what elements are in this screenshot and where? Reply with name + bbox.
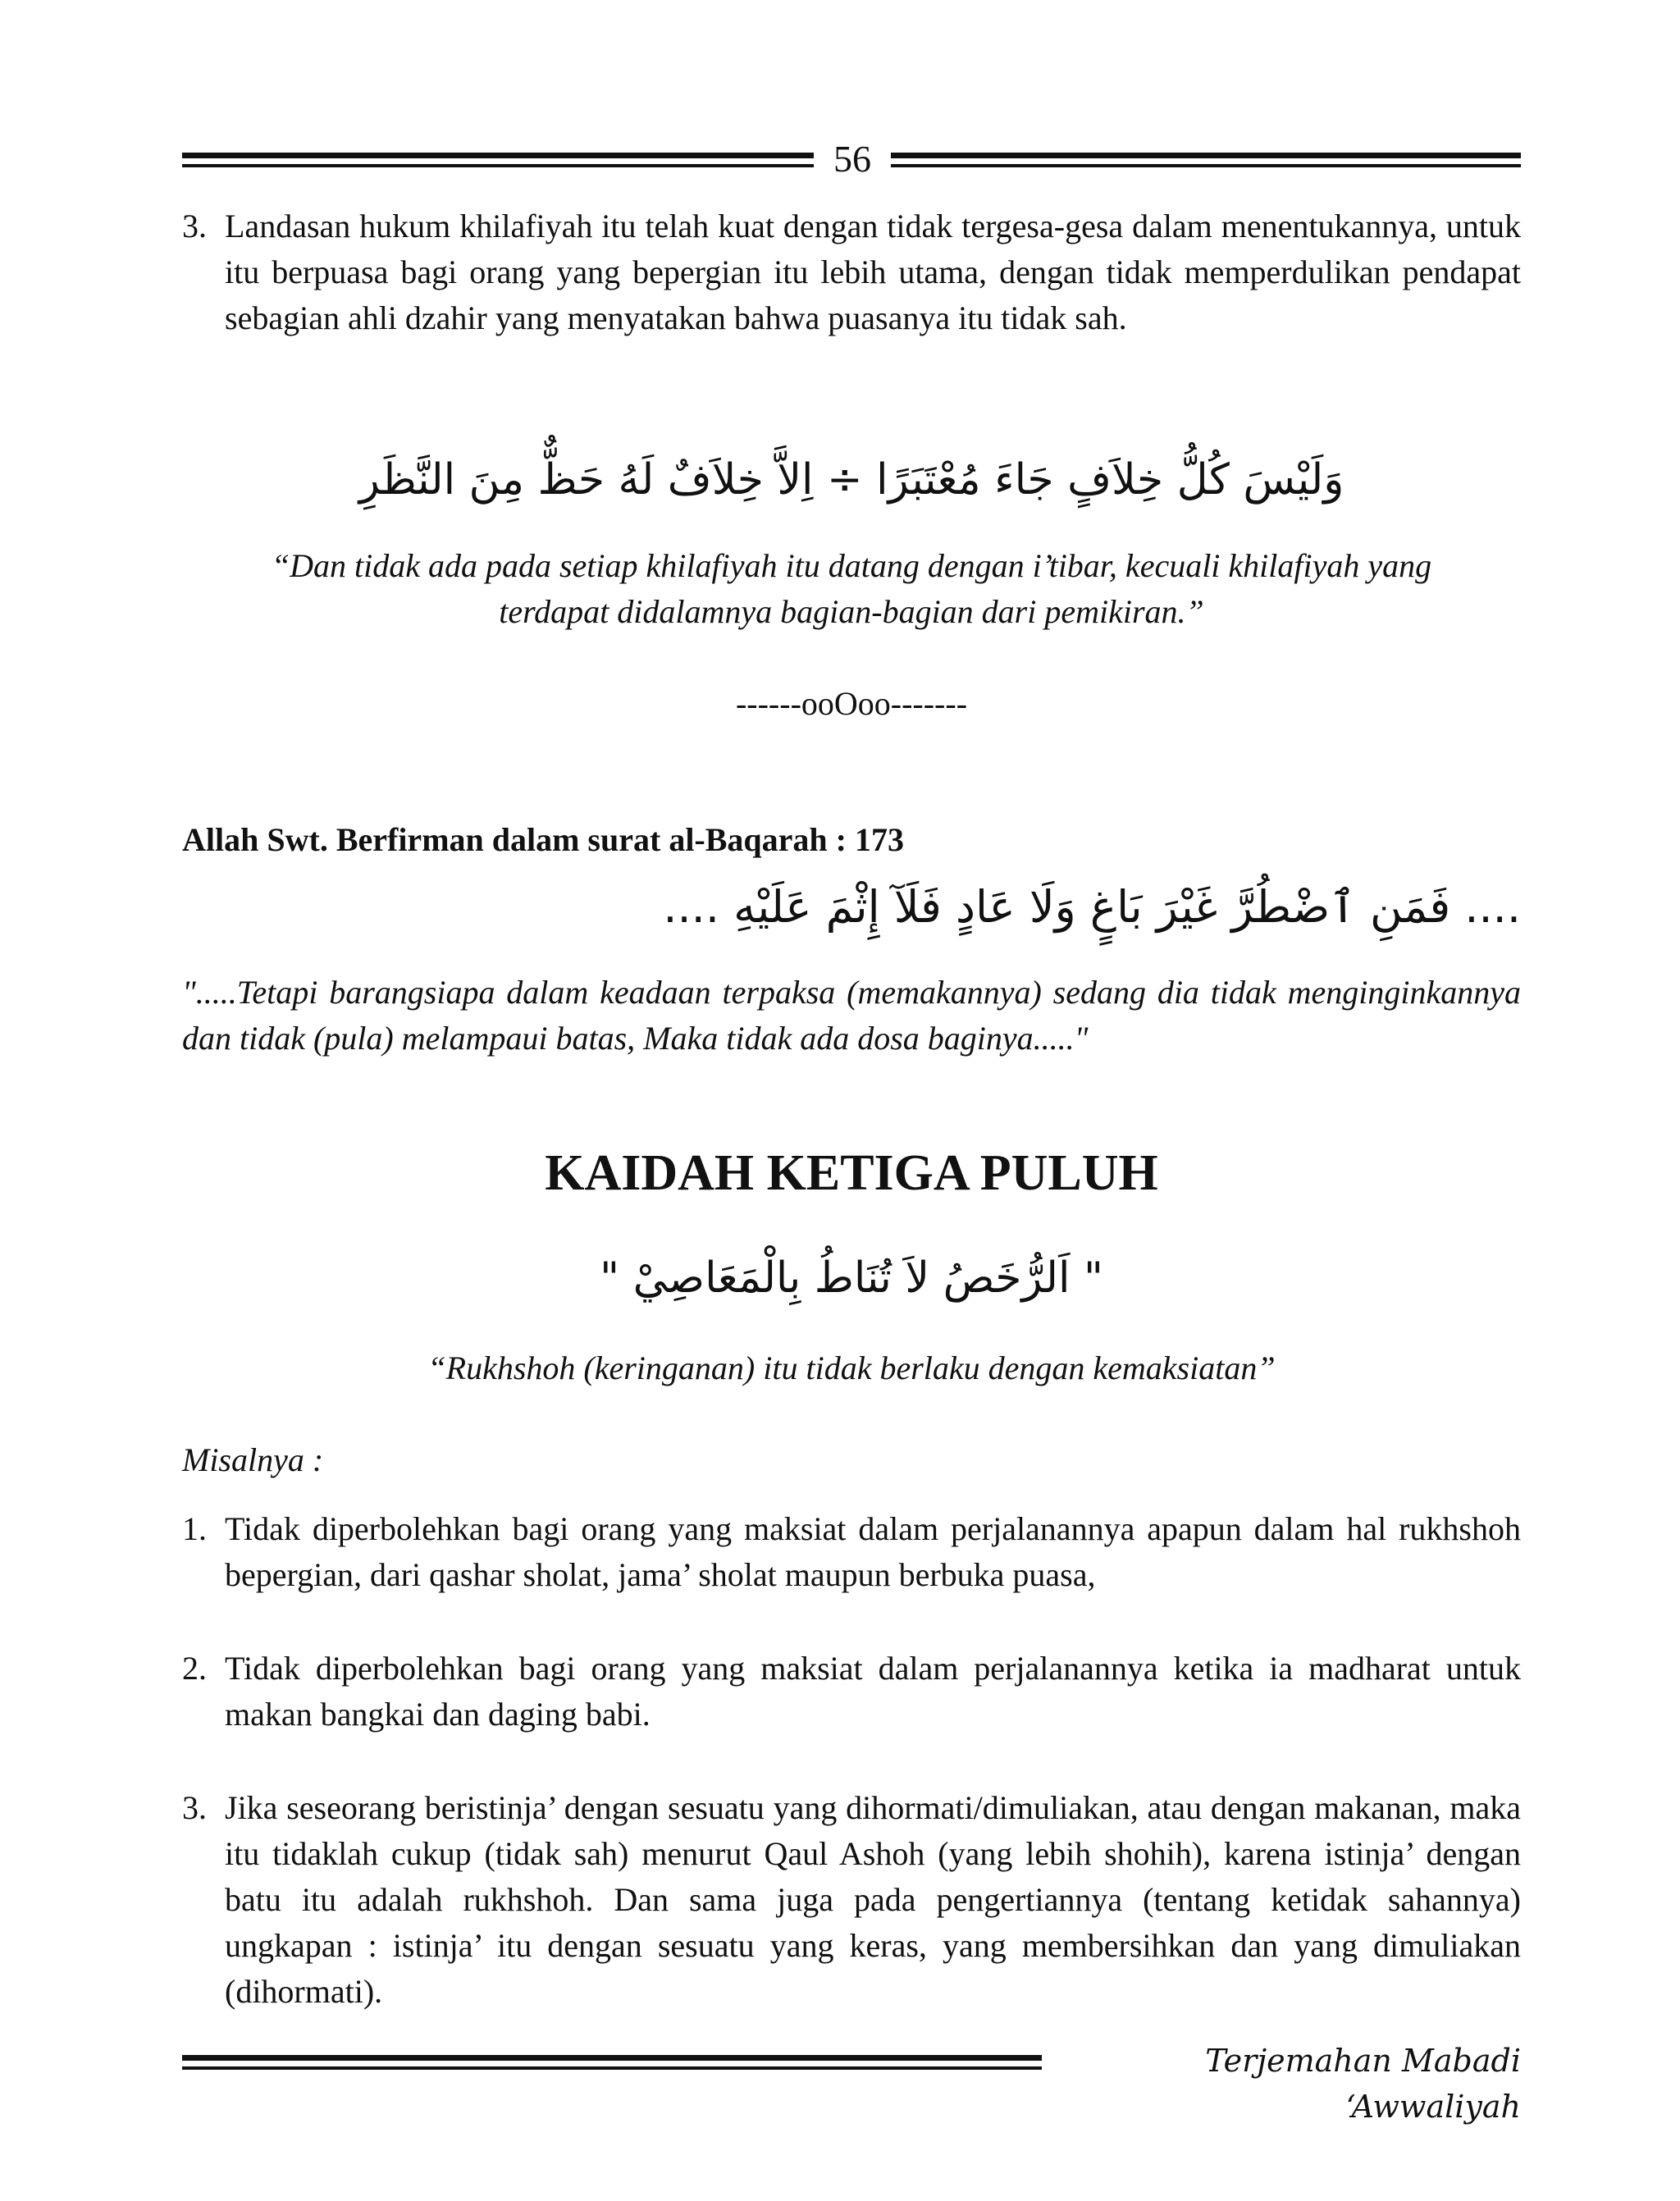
quran-verse-arabic: .... فَمَنِ ٱضْطُرَّ غَيْرَ بَاغٍ وَلَا عَادٍ فَلَآ إِثْمَ عَلَيْهِ .... [663, 881, 1521, 933]
section-separator: ------ooOoo------- [735, 685, 968, 722]
quran-translation: ".....Tetapi barangsiapa dalam keadaan terpaksa (memakannya) sedang dia tidak menginginkannya dan tidak (pula) melampaui batas, Maka tidak ada dosa baginya....." [182, 974, 1521, 1057]
list-item-number: 3. [182, 208, 207, 244]
footer-book-title: Terjemahan Mabadi ‘Awwaliyah [1205, 2043, 1521, 2125]
list-item-number: 1. [182, 1510, 207, 1547]
surah-heading: Allah Swt. Berfirman dalam surat al-Baqarah : 173 [182, 821, 904, 858]
list-item-number: 2. [182, 1650, 207, 1687]
list-item [182, 1785, 1521, 2015]
list-item-text: Tidak diperbolehkan bagi orang yang maksiat dalam perjalanannya ketika ia madharat untuk makan bangkai dan daging babi. [225, 1650, 1521, 1733]
page-number: 56 [833, 138, 871, 180]
header-rule-right [891, 153, 1521, 167]
list-item [182, 1506, 1521, 1598]
footer-rule [182, 2055, 1042, 2070]
list-item-text: Landasan hukum khilafiyah itu telah kuat dengan tidak tergesa-gesa dalam menentukannya, untuk itu berpuasa bagi orang yang bepergian itu lebih utama, dengan tidak memperdulikan pendapat sebagian ahli dzahir yang menyatakan bahwa puasanya itu tidak sah. [225, 208, 1521, 336]
list-item [182, 203, 1521, 341]
verse-translation: “Dan tidak ada pada setiap khilafiyah itu datang dengan i’tibar, kecuali khilafiyah yang terdapat didalamnya bagian-bagian dari pemikiran.” [271, 547, 1432, 630]
list-item-number: 3. [182, 1789, 207, 1826]
examples-label: Misalnya : [182, 1441, 324, 1478]
page-header [182, 123, 1521, 189]
header-rule-left [182, 153, 814, 167]
section-title: KAIDAH KETIGA PULUH [545, 1145, 1158, 1201]
list-item-text: Tidak diperbolehkan bagi orang yang maksiat dalam perjalanannya apapun dalam hal rukhshoh bepergian, dari qashar sholat, jama’ sholat maupun berbuka puasa, [225, 1510, 1521, 1593]
top-list [182, 203, 1521, 341]
kaidah-arabic: " اَلرُّخَصُ لاَ تُنَاطُ بِالْمَعَاصِيْ " [600, 1253, 1103, 1303]
examples-list [182, 1785, 1521, 2015]
kaidah-translation: “Rukhshoh (keringanan) itu tidak berlaku dengan kemaksiatan” [427, 1349, 1276, 1386]
examples-list [182, 1646, 1521, 1738]
list-item-text: Jika seseorang beristinja’ dengan sesuatu yang dihormati/dimuliakan, atau dengan makanan, maka itu tidaklah cukup (tidak sah) menurut Qaul Ashoh (yang lebih shohih), karena istinja’ dengan batu itu adalah rukhshoh. Dan sama juga pada pengertiannya (tentang ketidak sahannya) ungkapan : istinja’ itu dengan sesuatu yang keras, yang membersihkan dan yang dimuliakan (dihormati). [225, 1789, 1521, 2010]
examples-list [182, 1506, 1521, 1598]
arabic-verse-poem: وَلَيْسَ كُلُّ خِلاَفٍ جَاءَ مُعْتَبَرًا ÷ اِلاَّ خِلاَفٌ لَهُ حَظٌّ مِنَ النَّظَرِ [358, 455, 1344, 505]
list-item [182, 1646, 1521, 1738]
